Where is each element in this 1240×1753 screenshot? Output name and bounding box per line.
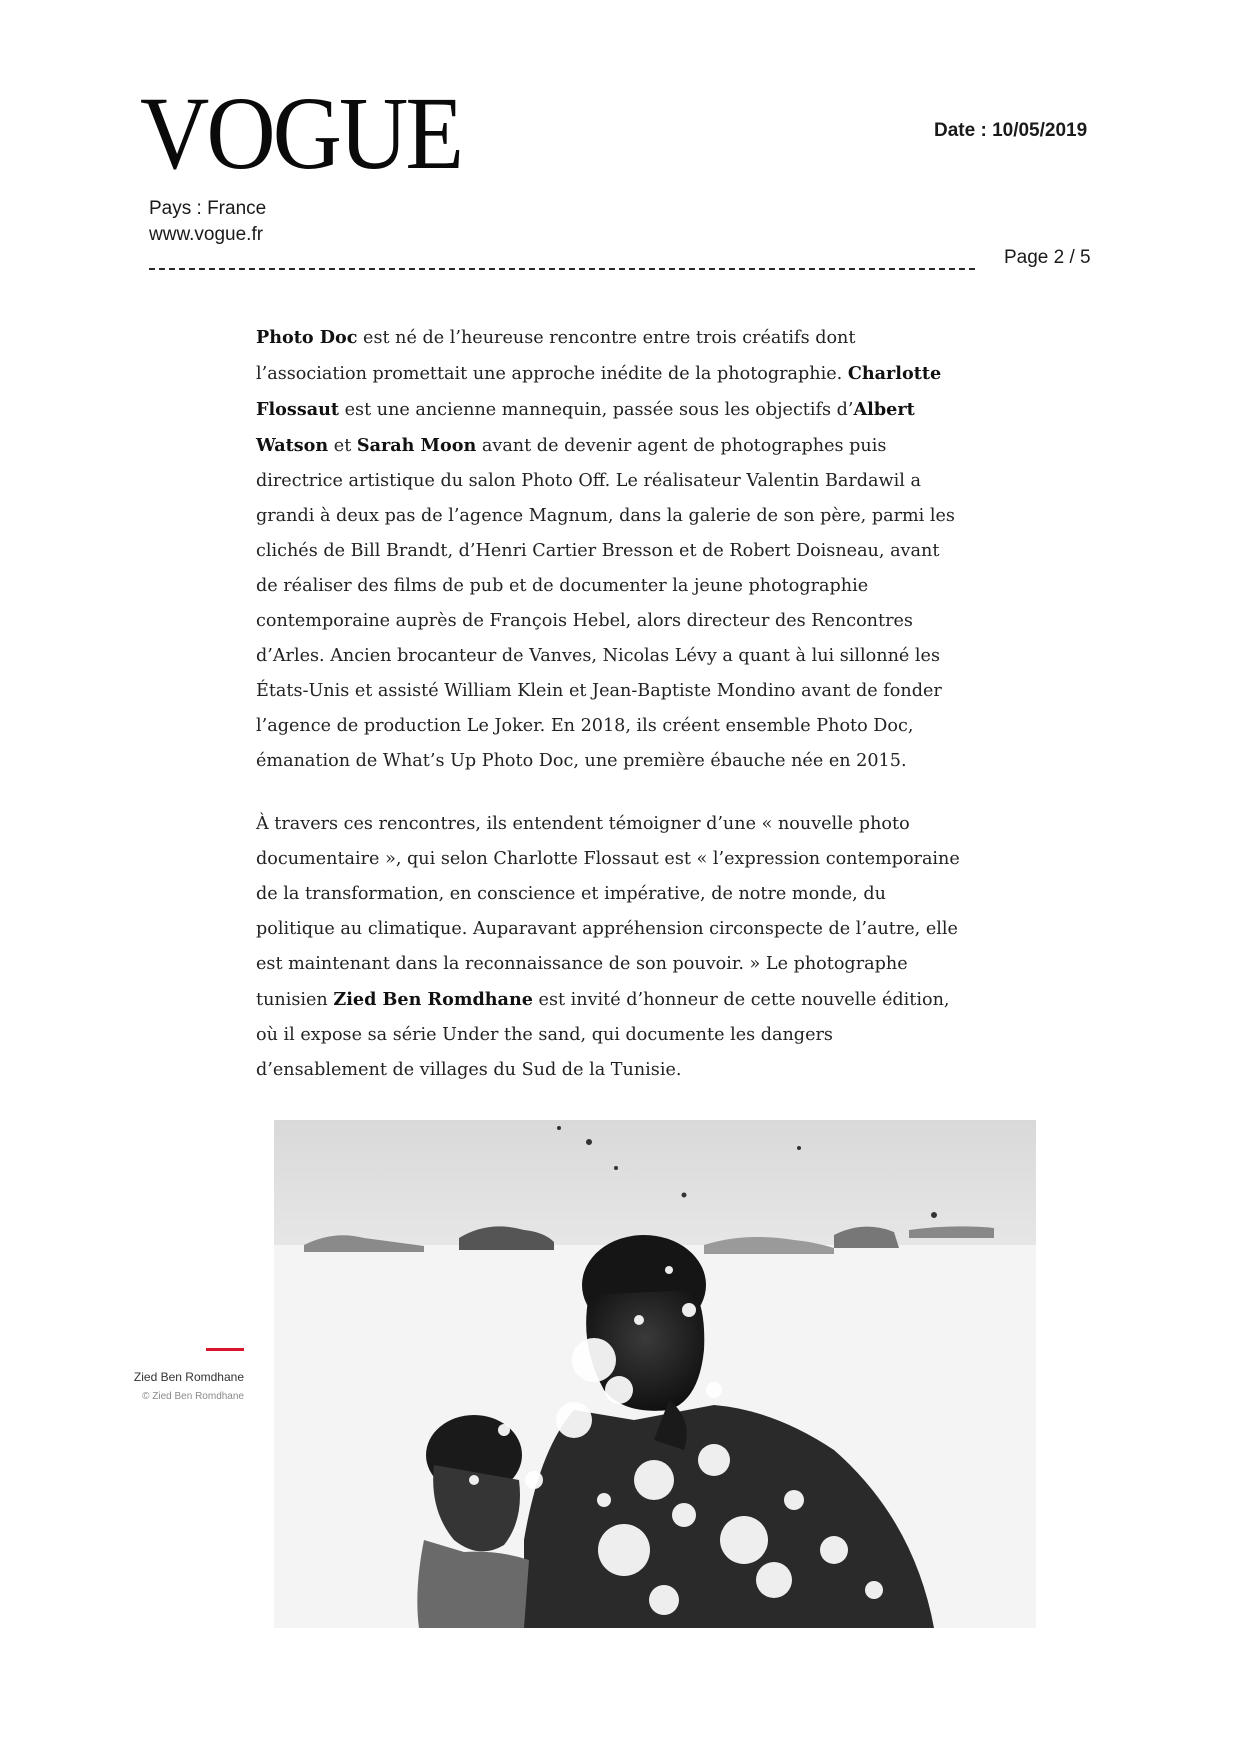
text-run: À travers ces rencontres, ils entendent témoigner d’une « nouvelle photo documentaire », qui selon Charlotte Flossaut est « l’expression contemporaine de la transformation, en conscience et impérative, de notre monde, du politique au climatique. Auparavant appréhension circonspecte de l’autre, elle est maintenant dans la reconnaissance de son pouvoir. » Le photographe tunisien — [256, 814, 960, 1010]
bold-name: Albert Watson — [256, 399, 915, 456]
text-run: est une ancienne mannequin, passée sous les objectifs d’ — [339, 400, 854, 420]
article-photo — [274, 1120, 1036, 1628]
text-run: et — [328, 436, 357, 456]
bold-name: Charlotte Flossaut — [256, 363, 942, 420]
caption-credit: © Zied Ben Romdhane — [142, 1391, 244, 1402]
photo-illustration — [274, 1120, 1036, 1628]
country-label: Pays : France — [149, 198, 267, 219]
text-run: avant de devenir agent de photographes puis directrice artistique du salon Photo Off. Le réalisateur Valentin Bardawil a grandi à deux pas de l’agence Magnum, dans la galerie de son père, parmi les clichés de Bill Brandt, d’Henri Cartier Bresson et de Robert Doisneau, avant de réaliser des films de pub et de documenter la jeune photographie contemporaine auprès de François Hebel, alors directeur des Rencontres d’Arles. Ancien brocanteur de Vanves, Nicolas Lévy a quant à lui sillonné les États-Unis et assisté William Klein et Jean-Baptiste Mondino avant de fonder l’agence de production Le Joker. En 2018, ils créent ensemble Photo Doc, émanation de What’s Up Photo Doc, une première ébauche née en 2015. — [256, 436, 955, 771]
text-run: est invité d’honneur de cette nouvelle édition, où il expose sa série Under the sand, qui documente les dangers d’ensablement de villages du Sud de la Tunisie. — [256, 990, 950, 1080]
bold-name: Zied Ben Romdhane — [333, 989, 533, 1010]
paragraph-1 — [256, 320, 966, 779]
bold-name: Sarah Moon — [356, 435, 477, 456]
header-divider — [149, 268, 975, 270]
paragraph-2 — [256, 807, 966, 1088]
vogue-logo: VOGUE — [140, 75, 461, 191]
page-number: Page 2 / 5 — [1004, 247, 1091, 268]
source-info — [149, 196, 266, 248]
date-label: Date : 10/05/2019 — [934, 120, 1088, 141]
text-run: est né de l’heureuse rencontre entre trois créatifs dont l’association promettait une approche inédite de la photographie. — [256, 328, 856, 384]
caption-accent-bar — [206, 1348, 244, 1351]
website-label: www.vogue.fr — [149, 224, 264, 245]
article-body — [256, 320, 966, 1116]
caption-title: Zied Ben Romdhane — [133, 1370, 244, 1384]
bold-name: Photo Doc — [256, 327, 358, 348]
